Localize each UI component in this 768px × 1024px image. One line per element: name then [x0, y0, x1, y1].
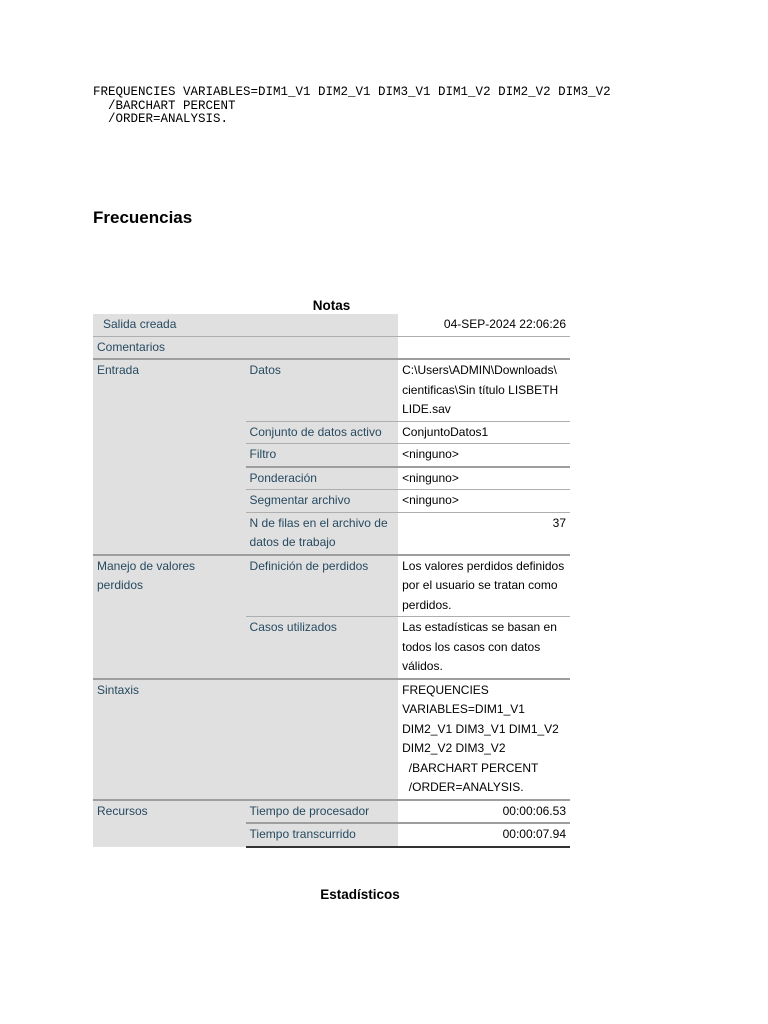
sintaxis-value: FREQUENCIES VARIABLES=DIM1_V1 DIM2_V1 DIM3_V1 DIM1_V2 DIM2_V2 DIM3_V2 /BARCHART PERCENT /ORDER=ANALYSIS. [398, 679, 570, 800]
comentarios-label: Comentarios [93, 336, 398, 359]
filtro-value: <ninguno> [398, 444, 570, 467]
section-heading: Frecuencias [93, 208, 193, 227]
segmentar-label: Segmentar archivo [246, 490, 399, 513]
salida-label: Salida creada [93, 314, 398, 336]
datos-label: Datos [246, 359, 399, 421]
table-row [93, 555, 570, 617]
definicion-value: Los valores perdidos definidos por el usuario se tratan como perdidos. [398, 555, 570, 617]
casos-label: Casos utilizados [246, 617, 399, 679]
recursos-label: Recursos [93, 800, 246, 847]
comentarios-value [398, 336, 570, 359]
syntax-block: FREQUENCIES VARIABLES=DIM1_V1 DIM2_V1 DIM3_V1 DIM1_V2 DIM2_V2 DIM3_V2 /BARCHART PERCENT /ORDER=ANALYSIS. [93, 85, 611, 127]
stats-table-title: Estadísticos [320, 887, 400, 902]
tiempo-proc-value: 00:00:06.53 [398, 800, 570, 824]
entrada-label: Entrada [93, 359, 246, 555]
definicion-label: Definición de perdidos [246, 555, 399, 617]
table-row [93, 679, 570, 800]
datos-value: C:\Users\ADMIN\Downloads\ cientificas\Sin título LISBETH LIDE.sav [398, 359, 570, 421]
nfilas-label: N de filas en el archivo de datos de trabajo [246, 512, 399, 555]
manejo-label: Manejo de valores perdidos [93, 555, 246, 679]
table-row [93, 314, 570, 336]
table-row [93, 359, 570, 421]
salida-value: 04-SEP-2024 22:06:26 [398, 314, 570, 336]
tiempo-trans-value: 00:00:07.94 [398, 823, 570, 847]
nfilas-value: 37 [398, 512, 570, 555]
segmentar-value: <ninguno> [398, 490, 570, 513]
conjunto-value: ConjuntoDatos1 [398, 421, 570, 444]
table-row [93, 800, 570, 824]
table-row [93, 336, 570, 359]
ponderacion-label: Ponderación [246, 467, 399, 490]
conjunto-label: Conjunto de datos activo [246, 421, 399, 444]
notes-table-title: Notas [312, 298, 351, 313]
notes-table [93, 314, 570, 848]
sintaxis-label: Sintaxis [93, 679, 398, 800]
filtro-label: Filtro [246, 444, 399, 467]
tiempo-proc-label: Tiempo de procesador [246, 800, 399, 824]
tiempo-trans-label: Tiempo transcurrido [246, 823, 399, 847]
ponderacion-value: <ninguno> [398, 467, 570, 490]
casos-value: Las estadísticas se basan en todos los casos con datos válidos. [398, 617, 570, 679]
